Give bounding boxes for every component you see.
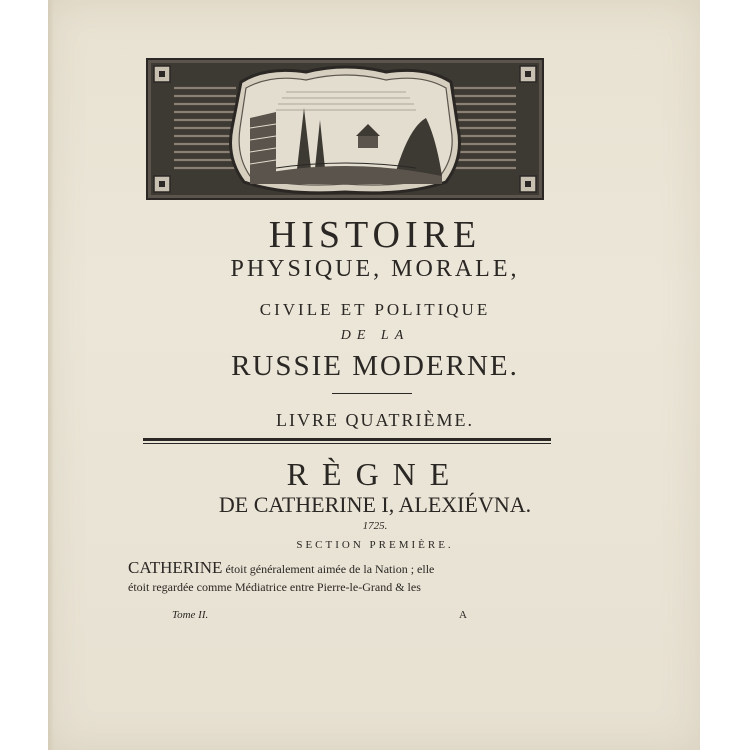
signature-mark: A [459,609,467,621]
reign-year: 1725. [362,520,388,532]
reign-name: DE CATHERINE I, ALEXIÉVNA. [218,492,532,517]
book-heading: LIVRE QUATRIÈME. [276,410,474,430]
title-line-2: PHYSIQUE, MORALE, [230,256,520,282]
short-divider [332,393,412,394]
reign-heading: RÈGNE [286,456,464,492]
engraved-headpiece-illustration [146,58,544,200]
title-line-1: HISTOIRE [268,214,482,256]
volume-label: Tome II. [172,609,209,621]
page-edge-shadow [48,0,54,750]
drop-word: CATHERINE [128,558,223,577]
thick-rule [143,438,551,441]
thin-rule [143,443,551,444]
body-line-2: étoit regardée comme Médiatrice entre Pierre-le-Grand & les [128,580,421,594]
title-line-3: CIVILE ET POLITIQUE [259,300,491,319]
section-heading: SECTION PREMIÈRE. [296,539,454,551]
body-line-1-rest: étoit généralement aimée de la Nation ; elle [222,562,435,576]
title-line-4: DE LA [340,328,410,343]
body-line-1 [128,558,558,578]
title-line-5: RUSSIE MODERNE. [231,350,519,382]
